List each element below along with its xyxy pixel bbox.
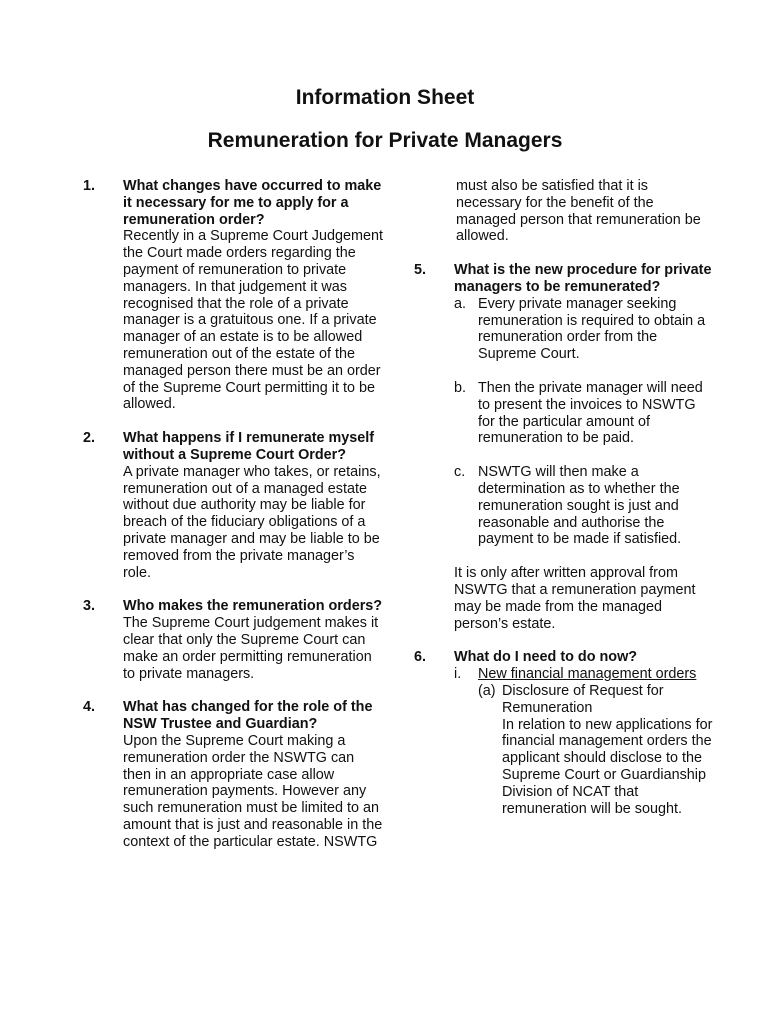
closing-text: It is only after written approval from NSWTG that a remuneration payment may be made from the managed person’s estate. xyxy=(454,565,696,632)
subsection-label: i. xyxy=(454,666,462,683)
step-a xyxy=(454,296,714,363)
subsection-i xyxy=(454,666,714,817)
faq-item-1 xyxy=(83,178,383,413)
page-subtitle: Remuneration for Private Managers xyxy=(207,129,563,152)
right-column xyxy=(414,178,714,834)
question-text: What do I need to do now? xyxy=(454,649,638,666)
subsection-a xyxy=(478,683,714,817)
faq-item-2 xyxy=(83,430,383,581)
left-column xyxy=(83,178,383,867)
faq-item-3 xyxy=(83,598,383,682)
question-text: What happens if I remunerate myself without a Supreme Court Order? xyxy=(123,430,375,463)
step-label: c. xyxy=(454,464,466,481)
continuation-text: must also be satisfied that it is necessary for the benefit of the managed person that remuneration be allowed. xyxy=(456,178,701,245)
subsection-label: (a) xyxy=(478,682,496,699)
item-number: 6. xyxy=(414,649,427,666)
item-number: 4. xyxy=(83,699,96,716)
item-number: 1. xyxy=(83,178,96,194)
faq-item-4 xyxy=(83,699,383,850)
faq-item-5 xyxy=(414,262,714,632)
subsection-title: Disclosure of Request for Remuneration xyxy=(502,682,664,716)
answer-text: The Supreme Court judgement makes it clear that only the Supreme Court can make an order permitting remuneration to private managers. xyxy=(123,615,379,682)
answer-text: Recently in a Supreme Court Judgement the Court made orders regarding the payment of remuneration to private managers. In that judgement it was recognised that the role of a private manager is a gratuitous one. If a private manager of an estate is to be allowed remuneration out of the estate of the managed person there must be an order of the Supreme Court permitting it to be allowed. xyxy=(123,228,383,413)
faq-item-6 xyxy=(414,649,714,817)
subsection-heading: New financial management orders xyxy=(478,666,697,683)
step-text: Every private manager seeking remuneration is required to obtain a remuneration order from the Supreme Court. xyxy=(478,295,706,363)
subsection-text: In relation to new applications for financial management orders the applicant should disclose to the Supreme Court or Guardianship Division of NCAT that remuneration will be sought. xyxy=(502,716,713,817)
step-label: b. xyxy=(454,379,467,396)
item-number: 3. xyxy=(83,598,96,615)
step-text: NSWTG will then make a determination as to whether the remuneration sought is just and reasonable and authorise the payment to be made if satisfied. xyxy=(478,464,682,548)
page-title: Information Sheet xyxy=(295,86,475,109)
question-text: What changes have occurred to make it necessary for me to apply for a remuneration order? xyxy=(123,178,382,228)
item-number: 2. xyxy=(83,430,96,447)
step-c xyxy=(454,464,714,548)
question-text: Who makes the remuneration orders? xyxy=(123,598,383,615)
question-text: What has changed for the role of the NSW Trustee and Guardian? xyxy=(123,699,373,733)
step-label: a. xyxy=(454,295,467,312)
question-text: What is the new procedure for private managers to be remunerated? xyxy=(454,262,712,295)
item-number: 5. xyxy=(414,262,427,279)
step-b xyxy=(454,380,714,447)
answer-text: A private manager who takes, or retains, remuneration out of a managed estate without due authority may be liable for breach of the fiduciary obligations of a private manager and may be liable to be removed from the private manager’s role. xyxy=(123,463,381,581)
answer-text: Upon the Supreme Court making a remuneration order the NSWTG can then in an appropriate case allow remuneration payments. However any such remuneration must be limited to an amount that is just and reasonable in the context of the particular estate. NSWTG xyxy=(123,732,383,850)
step-text: Then the private manager will need to present the invoices to NSWTG for the particular amount of remuneration to be paid. xyxy=(478,379,703,447)
